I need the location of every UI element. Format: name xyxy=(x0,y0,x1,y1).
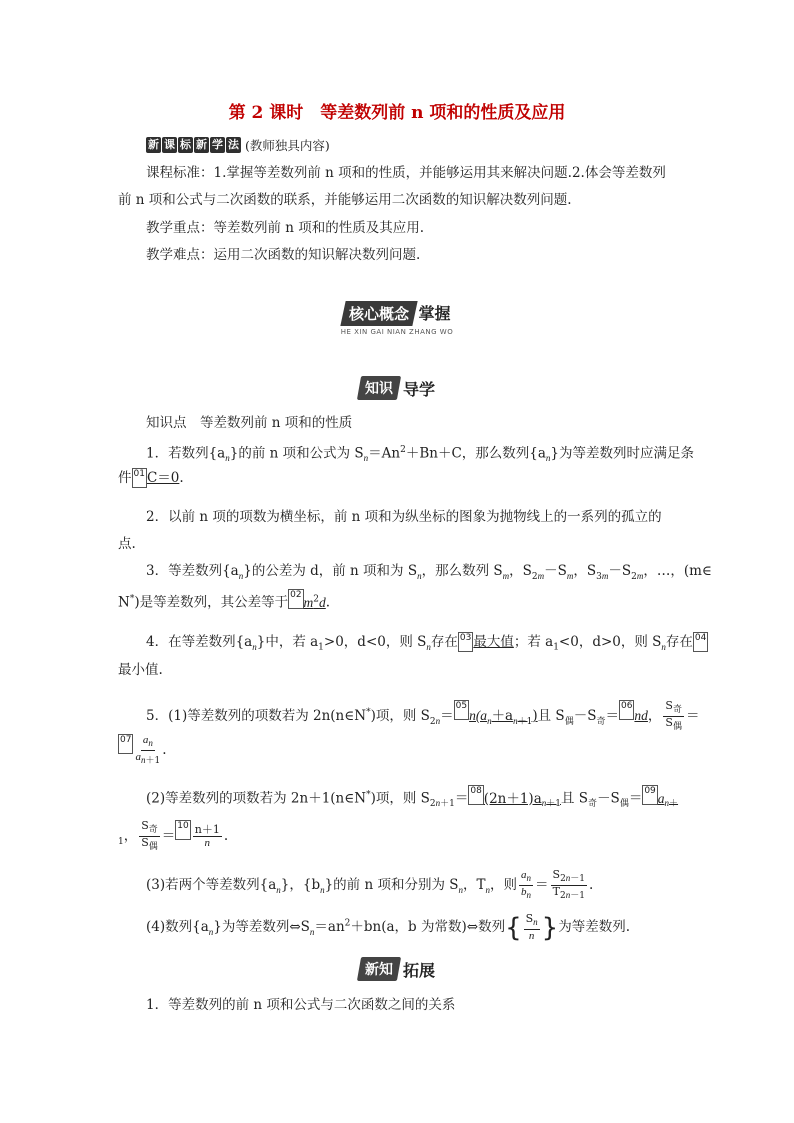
fraction-s-odd-over-even-2: $\frac{S_奇}{S_偶}$ xyxy=(141,819,158,853)
answer-number: 10 xyxy=(175,820,190,840)
item-5-1-line-2: 07 $\frac{a_n}{a_{n+1}}$ . xyxy=(120,734,167,767)
answer-10: $\frac{n+1}{n}$ xyxy=(194,823,220,850)
zhishi-header xyxy=(0,376,794,400)
answer-03: 最大值 xyxy=(473,634,514,650)
zhishi-dark: 知识 xyxy=(357,376,401,400)
answer-09: $a_{n+}$ xyxy=(657,790,679,810)
item-3-line-1: 3．等差数列$\{a_n\}$的公差为 d，前 n 项和为 $S_n$，那么数列 $S_m$，$S_{2m}-S_m$，$S_{3m}-S_{2m}$，…，(m∈ xyxy=(146,563,712,582)
item-5-2-line-1: (2)等差数列的项数若为 2n＋1(n∈N*)项，则 $S_{2n+1}= 08$ $(2n+1)a_{n+1}$且 $S_奇-S_偶= 09$ $a_{n+}$ xyxy=(146,786,679,810)
answer-number: 06 xyxy=(619,700,634,720)
answer-number: 08 xyxy=(468,785,483,805)
badge-char: 法 xyxy=(228,138,239,151)
xinzhi-dark: 新知 xyxy=(357,957,401,981)
item-3-line-2: N*)是等差数列，其公差等于 02 $m^2d$. xyxy=(118,590,331,611)
answer-01: C＝0 xyxy=(146,470,180,486)
item-4-line-2: 最小值. xyxy=(118,662,163,678)
answer-number: 05 xyxy=(454,700,469,720)
answer-number: 09 xyxy=(642,785,657,805)
page-title: 第 2 课时 等差数列前 n 项和的性质及应用 xyxy=(228,103,566,123)
item-5-4: (4)数列$\{a_n\}$为等差数列$\Leftrightarrow S_n=an^2+bn(a$，b 为常数)⇔数列 { $\frac{S_n}{n}$ } 为等差数列. xyxy=(146,912,631,943)
answer-number: 01 xyxy=(132,468,147,488)
teaching-focus: 教学重点：等差数列前 n 项和的性质及其应用. xyxy=(146,220,425,236)
core-concept-header xyxy=(0,301,794,338)
item-4-line-1: 4．在等差数列$\{a_n\}$中，若 $a_1>0$，d<0，则 $S_n$存在 03 最大值；若 $a_1<0$，d>0，则 $S_n$存在 04 xyxy=(146,633,707,653)
answer-number: 07 xyxy=(118,734,133,754)
badge-char: 标 xyxy=(180,138,191,151)
standard-line-1: 课程标准：1.掌握等差数列前 n 项和的性质，并能够运用其来解决问题.2.体会等差数列 xyxy=(146,165,666,181)
answer-number: 02 xyxy=(288,589,303,609)
answer-05: $n(a_n+a_{n+1})$ xyxy=(469,708,538,727)
core-concept-dark: 核心概念 xyxy=(341,301,418,326)
fraction-s-over-t: $\frac{S_{2n-1}}{T_{2n-1}}$ xyxy=(552,868,586,902)
badge-char: 学 xyxy=(212,138,223,151)
core-concept-pinyin: HE XIN GAI NIAN ZHANG WO xyxy=(340,328,454,336)
fraction-s-odd-over-even: $\frac{S_奇}{S_偶}$ xyxy=(665,699,682,733)
item-5-3: (3)若两个等差数列$\{a_n\}$，$\{b_n\}$的前 n 项和分别为 $S_n$，$T_n$，则 $\frac{a_n}{b_n}$ ＝ $\frac{S_{2n-1}}{T_{2n-1}}$ . xyxy=(146,868,594,902)
item-2-line-1: 2．以前 n 项的项数为横坐标，前 n 项和为纵坐标的图象为抛物线上的一系列的孤立的 xyxy=(146,509,662,525)
xinzhi-light: 拓展 xyxy=(402,960,435,980)
standard-line-2: 前 n 项和公式与二次函数的联系，并能够运用二次函数的知识解决数列问题. xyxy=(118,192,572,208)
course-badge xyxy=(146,136,330,154)
knowledge-point-title: 知识点 等差数列前 n 项和的性质 xyxy=(146,415,353,431)
answer-08: $(2n+1)a_{n+1}$ xyxy=(483,790,561,810)
core-concept-light: 掌握 xyxy=(418,304,451,323)
badge-char: 新 xyxy=(196,138,207,151)
answer-number: 04 xyxy=(693,632,708,652)
zhishi-light: 导学 xyxy=(402,379,435,399)
sequence-sn-over-n: { $\frac{S_n}{n}$ } xyxy=(505,912,559,943)
teaching-difficulty: 教学难点：运用二次函数的知识解决数列问题. xyxy=(146,247,421,263)
badge-char: 新 xyxy=(148,138,159,151)
item-5-1-line-1: 5．(1)等差数列的项数若为 2n(n∈N*)项，则 $S_{2n}=05n(a_n+a_{n+1})$且 $S_偶-S_奇=06nd$， $\frac{S_奇}{S_偶}$ ＝ xyxy=(146,699,700,733)
extension-item-1: 1．等差数列的前 n 项和公式与二次函数之间的关系 xyxy=(146,997,456,1013)
badge-note: (教师独具内容) xyxy=(245,138,330,153)
xinzhi-header xyxy=(0,957,794,981)
fraction-an-over-bn: $\frac{a_n}{b_n}$ xyxy=(521,869,532,901)
item-1-line-2: 件 01 C＝0. xyxy=(118,469,184,486)
item-5-2-line-2: $_1$， $\frac{S_奇}{S_偶}$ ＝10 $\frac{n+1}{n}$ . xyxy=(118,819,229,853)
answer-number: 03 xyxy=(458,632,473,652)
answer-02: $m^2d$ xyxy=(303,594,326,610)
answer-07: $\frac{a_n}{a_{n+1}}$ xyxy=(135,734,161,767)
answer-06: nd xyxy=(634,708,648,724)
item-2-line-2: 点. xyxy=(118,536,136,552)
item-1-line-1: 1．若数列$\{a_n\}$的前 n 项和公式为 $S_n=An^2+Bn+C$，那么数列$\{a_n\}$为等差数列时应满足条 xyxy=(146,445,695,464)
badge-char: 课 xyxy=(164,138,175,151)
